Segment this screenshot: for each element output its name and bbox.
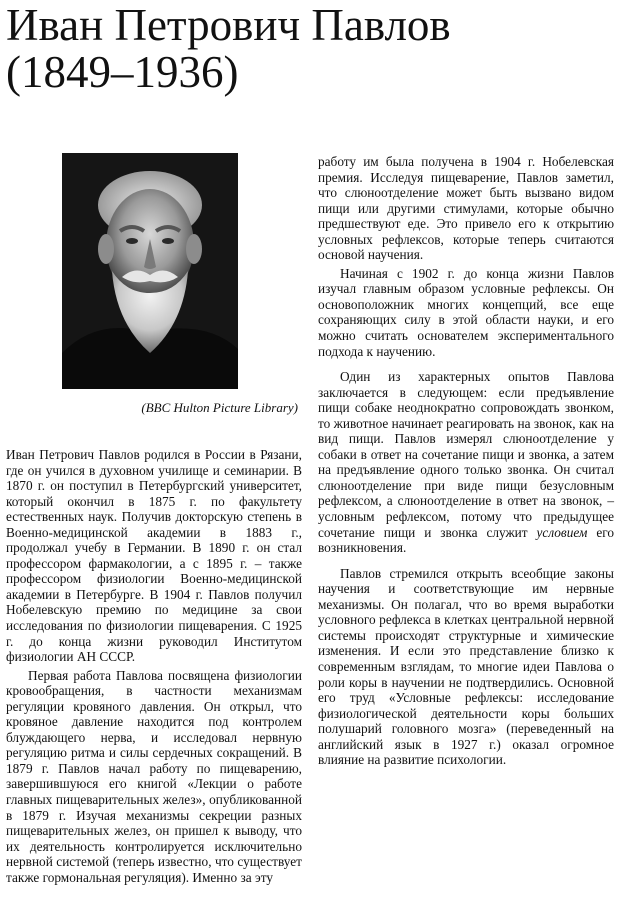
biography-paragraph: Иван Петрович Павлов родился в России в Рязани, где он учился в духовном училище и семинарии. В 1870 г. он поступил в Петербургский университет, который окончил в 1875 г. по факультету естественных наук. Получив докторскую степень в Военно-медицинской академии в 1883 г., продолжал учебу в Германии. В 1890 г. он стал профессором фармакологии, а с 1895 г. – также профессором физиологии Военно-медицинской академии в Петербурге. В 1904 г. Павлов получил Нобелевскую премию по медицине за свои исследования по физиологии пищеварения. С 1925 г. до конца жизни руководил Институтом физиологии АН СССР. (6, 447, 302, 665)
experiment-paragraph (318, 369, 614, 556)
left-column (6, 447, 302, 885)
title-years: (1849–1936) (6, 47, 239, 97)
portrait-photo (62, 153, 238, 389)
experiment-emphasis: условием (536, 524, 588, 540)
experiment-text-start: Один из характерных опытов Павлова заключается в следующем: если предъявление пищи собаке неоднократно сопровождать звонком, то животное начинает реагировать на звонок, как на вид пищи. Павлов измерял слюноотделение у собаки в ответ на сочетание пищи и звонка, а затем на предъявление одного только звонка. Он считал слюноотделение при виде пищи безусловным рефлексом, а слюноотделение в ответ на звонок, – условным рефлексом, потому что предыдущее сочетание пищи и звонка служит (318, 369, 614, 540)
photo-caption: (BBC Hulton Picture Library) (141, 400, 298, 415)
reflex-study-paragraph: Начиная с 1902 г. до конца жизни Павлов изучал главным образом условные рефлексы. Он основоположник многих концепций, все еще сохраняющих силу в этой области науки, и его можно считать основателем экспериментального подхода к научению. (318, 265, 614, 359)
early-work-paragraph: Первая работа Павлова посвящена физиологии кровообращения, в частности механизмам регуляции кровяного давления. Он открыл, что кровяное давление находится под контролем блуждающего нерва, и исследовал нервную регуляцию ритма и силы сердечных сокращений. В 1879 г. Павлов начал работу по пищеварению, завершившуюся его книгой «Лекции о работе главных пищеварительных желез», опубликованной в 1879 г. Изучая механизмы секреции разных пищеварительных желез, он пришел к выводу, что их деятельность контролируется исключительно нервной системой (теперь известно, что существует также гормональная регуляция). Именно за эту (6, 667, 302, 885)
portrait-icon (62, 153, 238, 389)
right-column (318, 154, 614, 768)
experiment-text-end: его возникновения. (318, 524, 614, 556)
nobel-paragraph: работу им была получена в 1904 г. Нобелевская премия. Исследуя пищеварение, Павлов заметил, что слюноотделение может быть вызвано видом пищи или другими стимулами, которые обычно предшествуют еде. Это привело его к открытию условных рефлексов, которые теперь считаются основой научения. (318, 154, 614, 263)
title-name: Иван Петрович Павлов (6, 0, 451, 50)
page-title (6, 2, 606, 96)
laws-paragraph: Павлов стремился открыть всеобщие законы научения и соответствующие им нервные механизмы. Он полагал, что во время выработки условного рефлекса в клетках центральной нервной системы происходят структурные и химические изменения. И если это представление близко к современным взглядам, то многие идеи Павлова о роли коры в научении не подтвердились. Основной его труд «Условные рефлексы: исследование физиологической деятельности коры больших полушарий головного мозга» (переведенный на английский язык в 1927 г.) оказал огромное влияние на развитие психологии. (318, 565, 614, 768)
